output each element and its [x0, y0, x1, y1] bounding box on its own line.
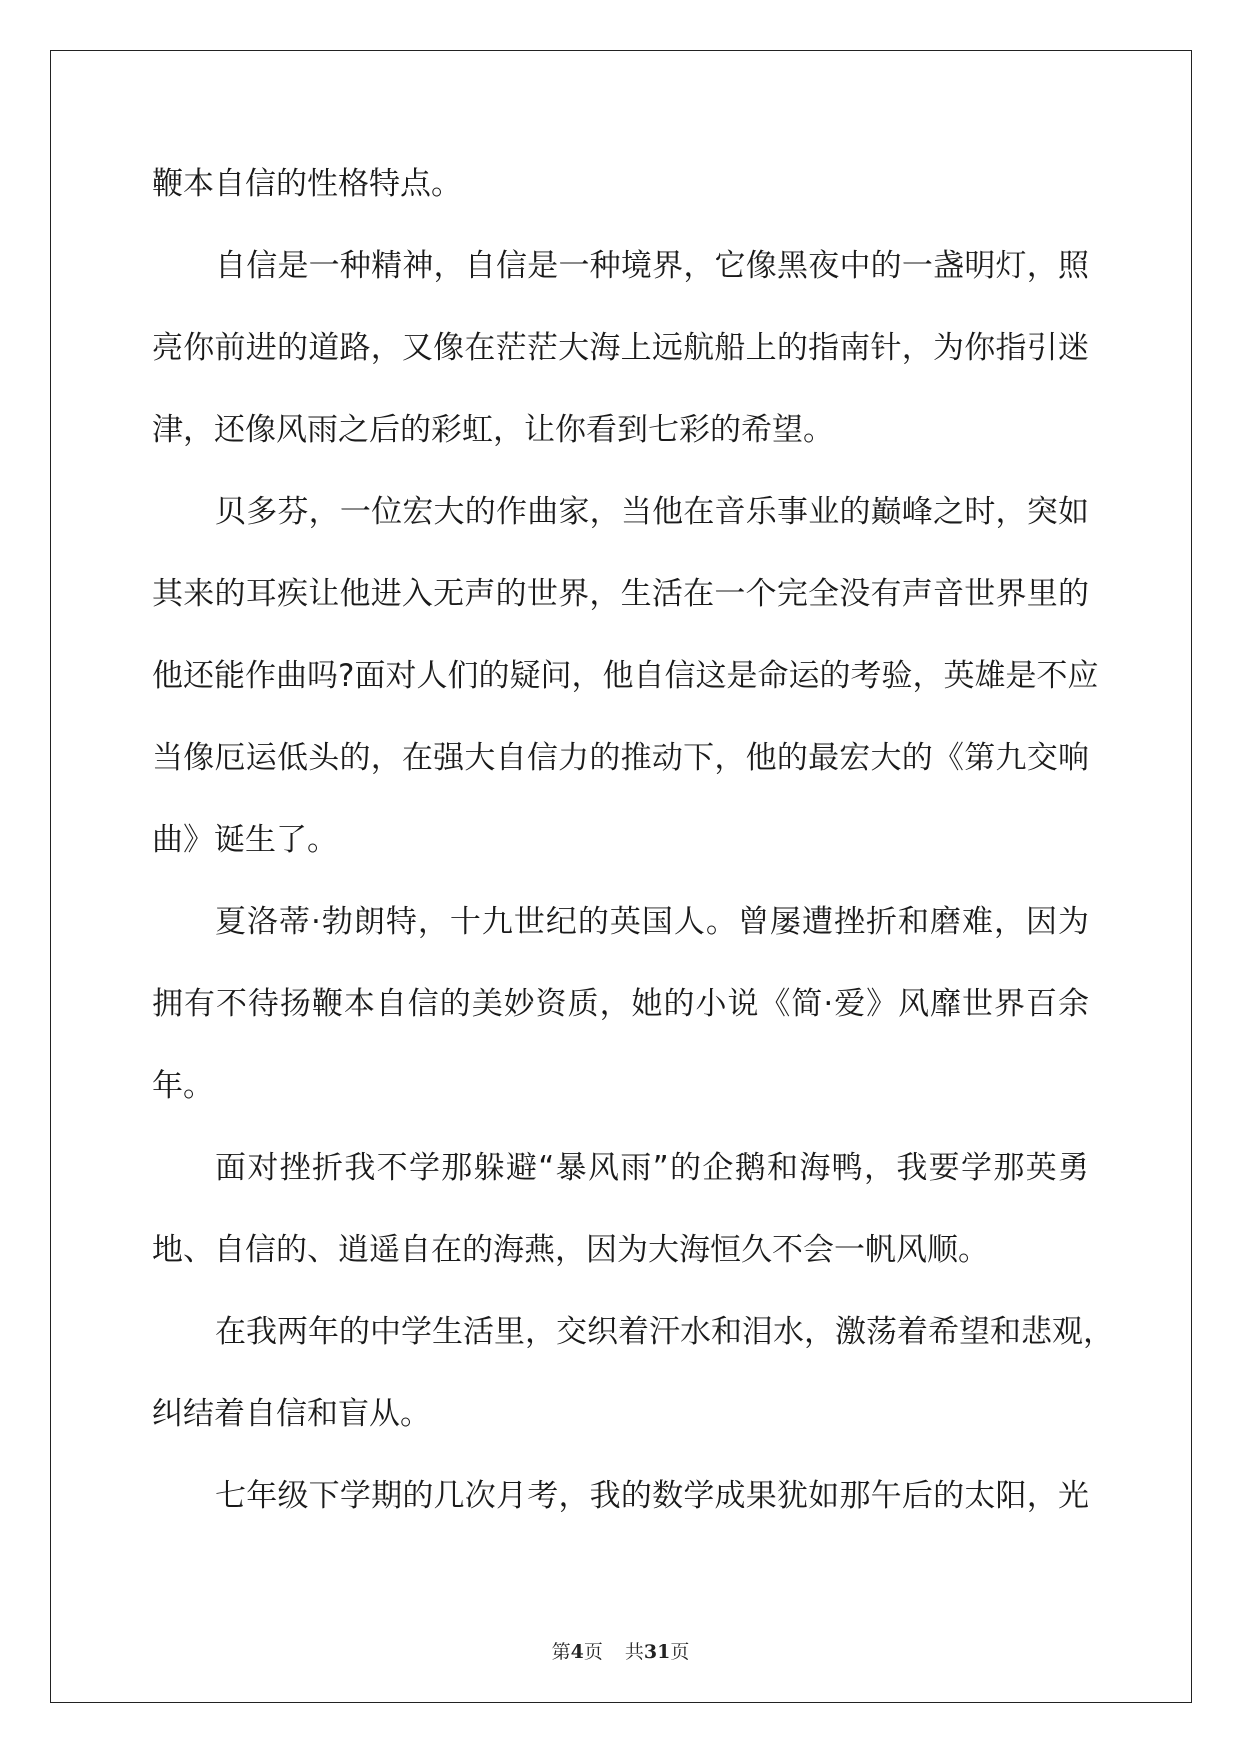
- text-line: 其来的耳疾让他进入无声的世界，生活在一个完全没有声音世界里的: [152, 576, 1089, 612]
- page-footer: [0, 1637, 1241, 1664]
- text-line: 曲》诞生了。: [152, 822, 338, 858]
- total-suffix: 页: [670, 1641, 690, 1663]
- text-line: 拥有不待扬鞭本自信的美妙资质，她的小说《简·爱》风靡世界百余: [152, 986, 1089, 1022]
- text-line: 津，还像风雨之后的彩虹，让你看到七彩的希望。: [152, 412, 834, 448]
- text-line: 纠结着自信和盲从。: [152, 1396, 431, 1432]
- page-number: 4: [570, 1641, 584, 1663]
- paragraph-start-line: 在我两年的中学生活里，交织着汗水和泪水，激荡着希望和悲观，: [215, 1314, 1114, 1350]
- text-line: 当像厄运低头的，在强大自信力的推动下，他的最宏大的《第九交响: [152, 740, 1089, 776]
- page-border: [50, 50, 1192, 1703]
- text-line: 亮你前进的道路，又像在茫茫大海上远航船上的指南针，为你指引迷: [152, 330, 1089, 366]
- page-prefix: 第: [551, 1641, 571, 1663]
- paragraph-start-line: 面对挫折我不学那躲避“暴风雨”的企鹅和海鸭，我要学那英勇: [215, 1150, 1089, 1186]
- paragraph-start-line: 自信是一种精神，自信是一种境界，它像黑夜中的一盏明灯，照: [215, 248, 1089, 284]
- text-line: 年。: [152, 1068, 214, 1104]
- total-pages: 31: [643, 1641, 671, 1663]
- page-suffix: 页: [583, 1641, 603, 1663]
- text-line: 地、自信的、逍遥自在的海燕，因为大海恒久不会一帆风顺。: [152, 1232, 989, 1268]
- paragraph-start-line: 夏洛蒂·勃朗特，十九世纪的英国人。曾屡遭挫折和磨难，因为: [215, 904, 1089, 940]
- total-prefix: 共: [624, 1641, 644, 1663]
- paragraph-start-line: 贝多芬，一位宏大的作曲家，当他在音乐事业的巅峰之时，突如: [215, 494, 1089, 530]
- text-line: 他还能作曲吗?面对人们的疑问，他自信这是命运的考验，英雄是不应: [152, 658, 1099, 694]
- paragraph-start-line: 七年级下学期的几次月考，我的数学成果犹如那午后的太阳，光: [215, 1478, 1089, 1514]
- text-line: 鞭本自信的性格特点。: [152, 166, 462, 202]
